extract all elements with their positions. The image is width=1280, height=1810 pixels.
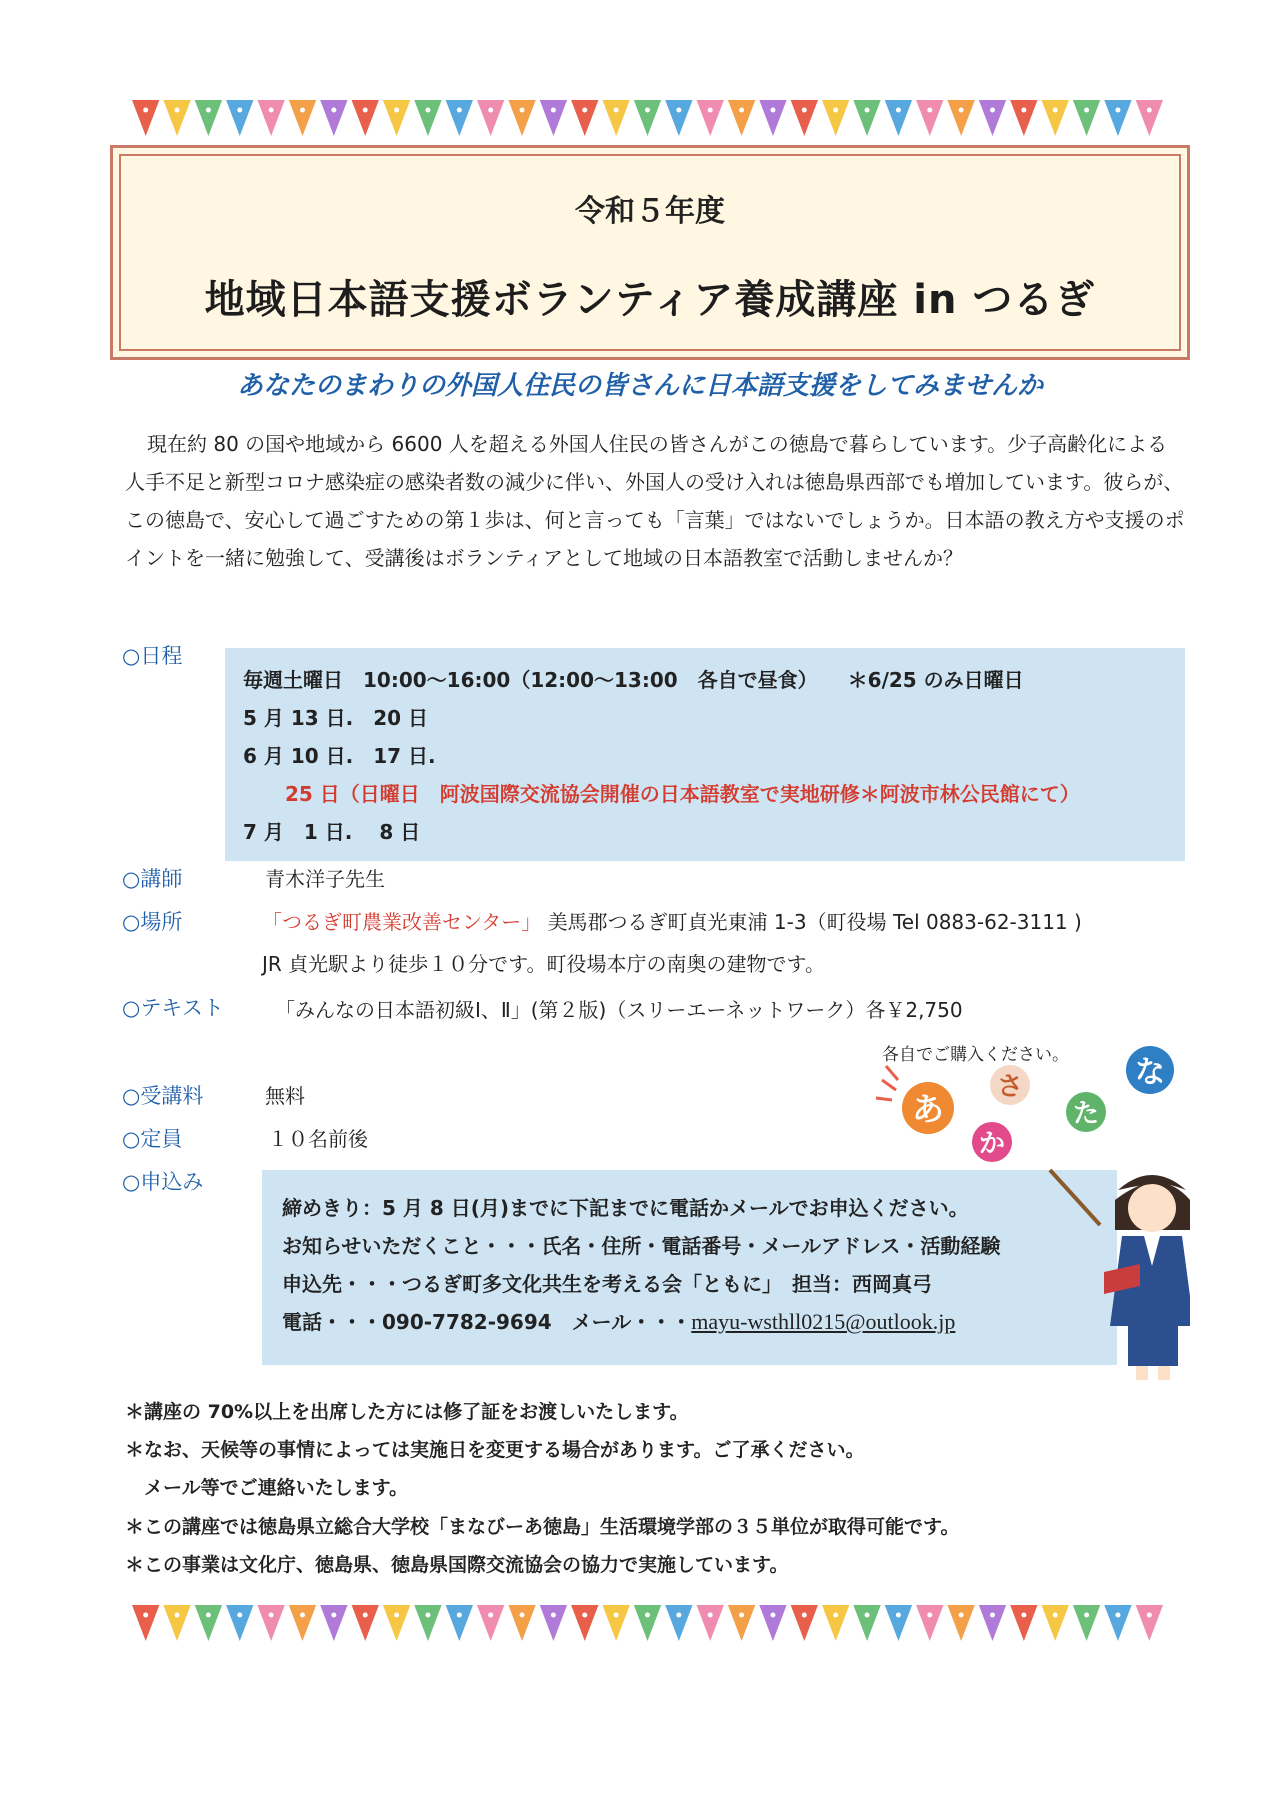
pointer-stick bbox=[1050, 1170, 1100, 1225]
schedule-label: ○日程 bbox=[122, 644, 183, 668]
bunting-dot bbox=[551, 1613, 556, 1618]
capacity-label: ○定員 bbox=[122, 1127, 183, 1151]
bunting-dot bbox=[143, 108, 148, 113]
capacity-value: １０名前後 bbox=[268, 1127, 368, 1151]
bunting-dot bbox=[1084, 108, 1089, 113]
note-5: ＊この事業は文化庁、徳島県、徳島県国際交流協会の協力で実施しています。 bbox=[125, 1554, 789, 1576]
intro-text: 現在約 80 の国や地域から 6600 人を超える外国人住民の皆さんがこの徳島で暮らしています。少子高齢化による人手不足と新型コロナ感染症の感染者数の減少に伴い、外国人の受け入れは徳島県西部でも増加しています。彼らが、この徳島で、安心して過ごすための第１歩は、何と言っても「言葉」ではないでしょうか。日本語の教え方や支援のポイントを一緒に勉強して、受講後はボランティアとして地域の日本語教室で活動しませんか？ bbox=[125, 432, 1185, 570]
bunting-dot bbox=[488, 108, 493, 113]
bunting-flag bbox=[163, 1605, 190, 1641]
bottom-bunting-decoration bbox=[130, 1603, 1165, 1643]
bunting-flag bbox=[226, 100, 253, 136]
apply-phone-email bbox=[282, 1306, 955, 1335]
apply-required-info: お知らせいただくこと・・・氏名・住所・電話番号・メールアドレス・活動経験 bbox=[282, 1234, 1001, 1258]
bunting-flag bbox=[1104, 100, 1131, 136]
bunting-dot bbox=[739, 108, 744, 113]
schedule-line-2: 5 月 13 日. 20 日 bbox=[243, 706, 429, 730]
bunting-dot bbox=[331, 1613, 336, 1618]
bunting-dot bbox=[300, 1613, 305, 1618]
bunting-dot bbox=[551, 108, 556, 113]
apply-phone: 電話・・・090-7782-9694 メール・・・ bbox=[282, 1310, 692, 1334]
bunting-dot bbox=[425, 1613, 430, 1618]
bunting-flag bbox=[446, 100, 473, 136]
bunting-dot bbox=[959, 1613, 964, 1618]
bunting-dot bbox=[1084, 1613, 1089, 1618]
bunting-dot bbox=[676, 1613, 681, 1618]
bunting-dot bbox=[614, 108, 619, 113]
page-title: 地域日本語支援ボランティア養成講座 in つるぎ bbox=[204, 277, 1096, 323]
bunting-dot bbox=[206, 1613, 211, 1618]
subtitle: あなたのまわりの外国人住民の皆さんに日本語支援をしてみませんか bbox=[236, 371, 1043, 401]
bunting-flag bbox=[132, 1605, 159, 1641]
bunting-dot bbox=[770, 1613, 775, 1618]
bunting-flag bbox=[320, 1605, 347, 1641]
bunting-flag bbox=[132, 100, 159, 136]
bunting-dot bbox=[708, 108, 713, 113]
bunting-dot bbox=[1147, 1613, 1152, 1618]
bunting-flag bbox=[352, 100, 379, 136]
schedule-line-5: 7 月 1 日. 8 日 bbox=[243, 820, 421, 844]
bunting-dot bbox=[300, 108, 305, 113]
bunting-dot bbox=[676, 108, 681, 113]
bunting-flag bbox=[697, 1605, 724, 1641]
venue-access: JR 貞光駅より徒歩１０分です。町役場本庁の南奥の建物です。 bbox=[262, 952, 825, 976]
lecturer-value: 青木洋子先生 bbox=[265, 867, 385, 891]
schedule-line-4: 25 日（日曜日 阿波国際交流協会開催の日本語教室で実地研修＊阿波市林公民館にて） bbox=[285, 782, 1080, 806]
bunting-dot bbox=[770, 108, 775, 113]
top-bunting-decoration bbox=[130, 98, 1165, 138]
kana-sa: さ bbox=[996, 1072, 1024, 1102]
bunting-flag bbox=[759, 1605, 786, 1641]
bunting-flag bbox=[477, 100, 504, 136]
bunting-dot bbox=[645, 1613, 650, 1618]
bunting-flag bbox=[1042, 1605, 1069, 1641]
title-box bbox=[110, 145, 1190, 360]
bunting-flag bbox=[1136, 1605, 1163, 1641]
bunting-dot bbox=[269, 1613, 274, 1618]
kana-na: な bbox=[1135, 1055, 1165, 1090]
bunting-flag bbox=[665, 100, 692, 136]
bunting-dot bbox=[833, 108, 838, 113]
bunting-dot bbox=[739, 1613, 744, 1618]
note-3: メール等でご連絡いたします。 bbox=[125, 1477, 409, 1499]
bunting-flag bbox=[1073, 100, 1100, 136]
bunting-dot bbox=[520, 108, 525, 113]
bunting-dot bbox=[425, 108, 430, 113]
bunting-dot bbox=[1021, 108, 1026, 113]
bunting-dot bbox=[237, 108, 242, 113]
bunting-flag bbox=[979, 100, 1006, 136]
bunting-dot bbox=[363, 108, 368, 113]
apply-contact: 申込先・・・つるぎ町多文化共生を考える会「ともに」 担当：西岡真弓 bbox=[282, 1272, 932, 1296]
bunting-dot bbox=[896, 1613, 901, 1618]
bunting-dot bbox=[959, 108, 964, 113]
bunting-flag bbox=[916, 1605, 943, 1641]
bunting-dot bbox=[1053, 108, 1058, 113]
teacher-face bbox=[1128, 1184, 1176, 1232]
bunting-flag bbox=[508, 100, 535, 136]
email-link[interactable]: mayu-wsthll0215@outlook.jp bbox=[691, 1309, 956, 1334]
bunting-flag bbox=[791, 1605, 818, 1641]
bunting-dot bbox=[1147, 108, 1152, 113]
bunting-flag bbox=[446, 1605, 473, 1641]
apply-label: ○申込み bbox=[122, 1170, 204, 1194]
bunting-dot bbox=[520, 1613, 525, 1618]
bunting-flag bbox=[1010, 1605, 1037, 1641]
note-4: ＊この講座では徳島県立総合大学校「まなびーあ徳島」生活環境学部の３５単位が取得可能です。 bbox=[125, 1516, 960, 1538]
fee-label: ○受講料 bbox=[122, 1084, 204, 1108]
bunting-dot bbox=[1115, 108, 1120, 113]
schedule-line-1: 毎週土曜日 10:00～16:00（12:00～13:00 各自で昼食） ＊6/25 のみ日曜日 bbox=[243, 668, 1024, 692]
bunting-flag bbox=[352, 1605, 379, 1641]
bunting-flag bbox=[414, 1605, 441, 1641]
bunting-dot bbox=[488, 1613, 493, 1618]
venue-address: 美馬郡つるぎ町貞光東浦 1-3（町役場 Tel 0883-62-3111 ) bbox=[547, 910, 1082, 934]
bunting-dot bbox=[802, 108, 807, 113]
bunting-flag bbox=[163, 100, 190, 136]
bunting-flag bbox=[759, 100, 786, 136]
bunting-flag bbox=[540, 1605, 567, 1641]
bunting-flag bbox=[822, 1605, 849, 1641]
bunting-dot bbox=[927, 1613, 932, 1618]
bunting-dot bbox=[175, 108, 180, 113]
bunting-dot bbox=[457, 108, 462, 113]
textbook-value: 「みんなの日本語初級Ⅰ、Ⅱ」(第２版)（スリーエーネットワーク）各￥2,750 bbox=[275, 998, 963, 1022]
bunting-dot bbox=[614, 1613, 619, 1618]
schedule-line-3: 6 月 10 日. 17 日. bbox=[243, 744, 436, 768]
fee-value: 無料 bbox=[265, 1084, 305, 1108]
note-1: ＊講座の 70%以上を出席した方には修了証をお渡しいたします。 bbox=[125, 1401, 689, 1423]
venue-label: ○場所 bbox=[122, 910, 183, 934]
bunting-dot bbox=[708, 1613, 713, 1618]
bunting-flag bbox=[195, 100, 222, 136]
bunting-dot bbox=[1021, 1613, 1026, 1618]
bunting-dot bbox=[143, 1613, 148, 1618]
bunting-flag bbox=[195, 1605, 222, 1641]
bunting-dot bbox=[457, 1613, 462, 1618]
bunting-flag bbox=[885, 1605, 912, 1641]
bunting-dot bbox=[896, 108, 901, 113]
bunting-dot bbox=[269, 108, 274, 113]
bunting-dot bbox=[394, 1613, 399, 1618]
bunting-flag bbox=[822, 100, 849, 136]
bunting-flag bbox=[571, 1605, 598, 1641]
bunting-flag bbox=[728, 1605, 755, 1641]
bunting-flag bbox=[728, 100, 755, 136]
bunting-flag bbox=[383, 1605, 410, 1641]
title-year: 令和５年度 bbox=[575, 194, 725, 229]
bunting-flag bbox=[477, 1605, 504, 1641]
bunting-flag bbox=[697, 100, 724, 136]
schedule-box bbox=[225, 648, 1185, 861]
bunting-flag bbox=[257, 100, 284, 136]
bunting-flag bbox=[602, 1605, 629, 1641]
teacher-illustration bbox=[860, 1040, 1190, 1380]
bunting-dot bbox=[582, 108, 587, 113]
bunting-flag bbox=[1073, 1605, 1100, 1641]
bunting-dot bbox=[865, 108, 870, 113]
bunting-flag bbox=[1104, 1605, 1131, 1641]
bunting-dot bbox=[833, 1613, 838, 1618]
bunting-dot bbox=[175, 1613, 180, 1618]
bunting-dot bbox=[927, 108, 932, 113]
bunting-flag bbox=[885, 100, 912, 136]
bunting-flag bbox=[916, 100, 943, 136]
bunting-flag bbox=[257, 1605, 284, 1641]
bunting-flag bbox=[508, 1605, 535, 1641]
bunting-dot bbox=[990, 1613, 995, 1618]
bunting-flag bbox=[853, 100, 880, 136]
bunting-flag bbox=[1042, 100, 1069, 136]
bunting-flag bbox=[226, 1605, 253, 1641]
bunting-flag bbox=[571, 100, 598, 136]
textbook-label: ○テキスト bbox=[122, 996, 224, 1020]
bunting-dot bbox=[990, 108, 995, 113]
bunting-flag bbox=[414, 100, 441, 136]
bunting-flag bbox=[791, 100, 818, 136]
bunting-flag bbox=[1136, 100, 1163, 136]
bunting-dot bbox=[206, 108, 211, 113]
bunting-flag bbox=[1010, 100, 1037, 136]
bunting-dot bbox=[363, 1613, 368, 1618]
bunting-dot bbox=[237, 1613, 242, 1618]
bunting-flag bbox=[634, 100, 661, 136]
bunting-flag bbox=[979, 1605, 1006, 1641]
bunting-flag bbox=[853, 1605, 880, 1641]
apply-deadline: 締めきり：5 月 8 日(月)までに下記までに電話かメールでお申込ください。 bbox=[282, 1196, 969, 1220]
intro-paragraph bbox=[125, 425, 1185, 577]
textbook-note: 各自でご購入ください。 bbox=[882, 1045, 1069, 1065]
bunting-dot bbox=[1053, 1613, 1058, 1618]
bunting-flag bbox=[602, 100, 629, 136]
bunting-dot bbox=[394, 108, 399, 113]
bunting-flag bbox=[289, 100, 316, 136]
bunting-flag bbox=[540, 100, 567, 136]
kana-ta: た bbox=[1072, 1099, 1100, 1129]
kana-a: あ bbox=[911, 1090, 945, 1128]
bunting-dot bbox=[865, 1613, 870, 1618]
bunting-flag bbox=[947, 100, 974, 136]
venue-line bbox=[262, 906, 1082, 935]
burst-icon bbox=[876, 1066, 898, 1100]
bunting-flag bbox=[320, 100, 347, 136]
bunting-dot bbox=[802, 1613, 807, 1618]
bunting-dot bbox=[1115, 1613, 1120, 1618]
bunting-flag bbox=[383, 100, 410, 136]
bunting-flag bbox=[947, 1605, 974, 1641]
note-2: ＊なお、天候等の事情によっては実施日を変更する場合があります。ご了承ください。 bbox=[125, 1439, 865, 1461]
bunting-flag bbox=[289, 1605, 316, 1641]
bunting-dot bbox=[582, 1613, 587, 1618]
bunting-dot bbox=[645, 108, 650, 113]
venue-name: 「つるぎ町農業改善センター」 bbox=[262, 910, 542, 934]
bunting-flag bbox=[634, 1605, 661, 1641]
kana-ka: か bbox=[978, 1129, 1006, 1159]
lecturer-label: ○講師 bbox=[122, 867, 183, 891]
bunting-dot bbox=[331, 108, 336, 113]
bunting-flag bbox=[665, 1605, 692, 1641]
